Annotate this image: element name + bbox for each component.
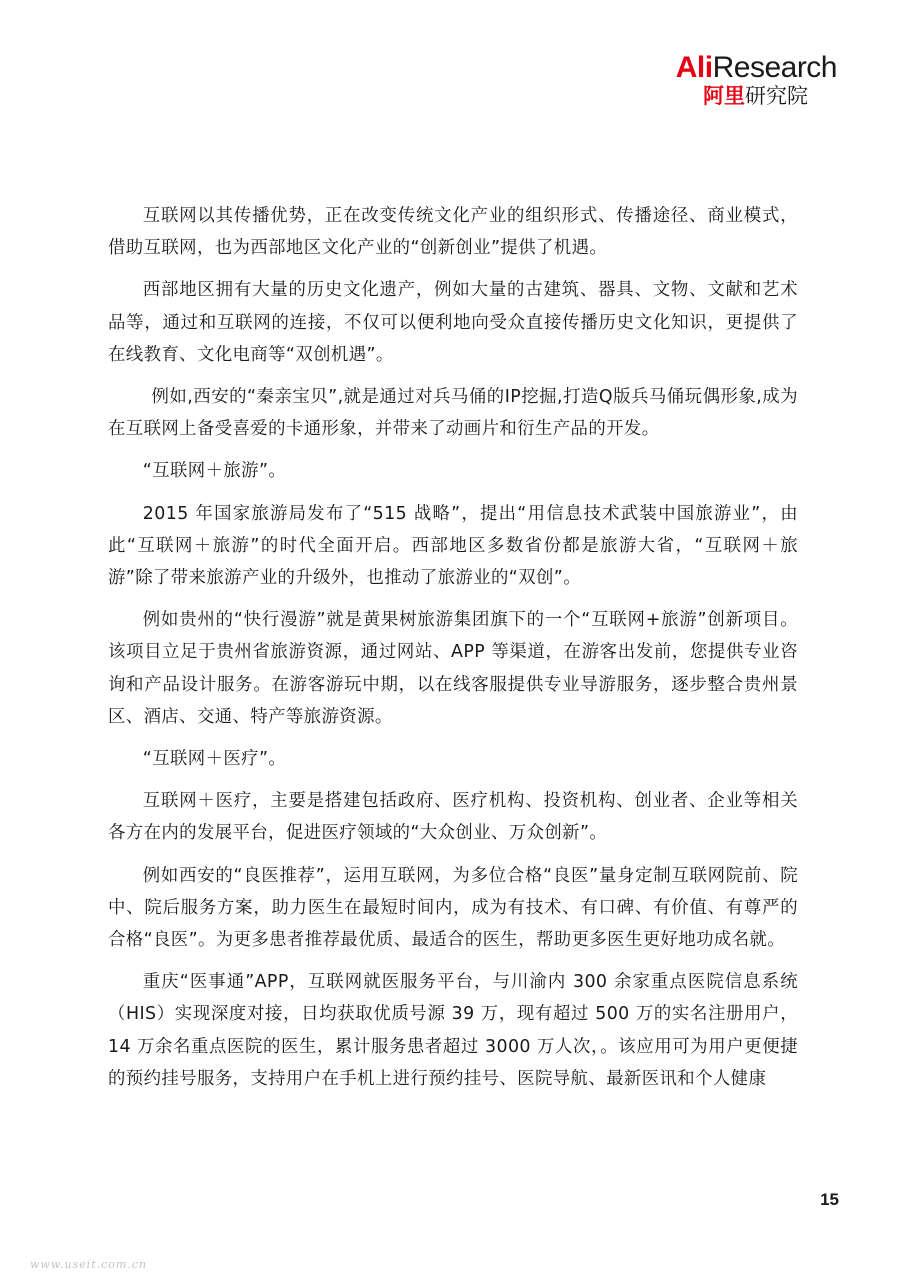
- logo-ali-cn-text: 阿里: [703, 84, 745, 108]
- watermark: www.useit.com.cn: [30, 1258, 148, 1271]
- logo-chinese: [703, 84, 808, 108]
- paragraph: 2015 年国家旅游局发布了“515 战略”，提出“用信息技术武装中国旅游业”，由此“互联网＋旅游”的时代全面开启。西部地区多数省份都是旅游大省，“互联网＋旅游”除了带来旅游产业的升级外，也推动了旅游业的“双创”。: [108, 503, 798, 589]
- section-heading: “互联网＋旅游”。: [142, 461, 287, 482]
- paragraph: 重庆“医事通”APP，互联网就医服务平台，与川渝内 300 余家重点医院信息系统（HIS）实现深度对接，日均获取优质号源 39 万，现有超过 500 万的实名注册用户，14 万余名重点医院的医生，累计服务患者超过 3000 万人次，。该应用可为用户更便捷的预约挂号服务，支持用户在手机上进行预约挂号、医院导航、最新医讯和个人健康: [108, 972, 798, 1089]
- aliresearch-logo: [637, 52, 837, 112]
- paragraph: 西部地区拥有大量的历史文化遗产，例如大量的古建筑、器具、文物、文献和艺术品等，通过和互联网的连接，不仅可以便利地向受众直接传播历史文化知识，更提供了在线教育、文化电商等“双创机遇”。: [108, 280, 798, 365]
- logo-research-text: Research: [712, 51, 837, 84]
- logo-institute-cn-text: 研究院: [745, 84, 808, 108]
- logo-ali-text: Ali: [675, 51, 713, 84]
- logo-english: [676, 52, 837, 84]
- paragraph: 互联网以其传播优势，正在改变传统文化产业的组织形式、传播途径、商业模式，借助互联网，也为西部地区文化产业的“创新创业”提供了机遇。: [108, 206, 798, 259]
- document-body: [108, 200, 798, 1105]
- page-number: 15: [820, 1190, 839, 1209]
- paragraph: 例如,西安的“秦亲宝贝”,就是通过对兵马俑的IP挖掘,打造Q版兵马俑玩偶形象,成为在互联网上备受喜爱的卡通形象，并带来了动画片和衍生产品的开发。: [108, 387, 798, 440]
- paragraph: 例如西安的“良医推荐”，运用互联网，为多位合格“良医”量身定制互联网院前、院中、院后服务方案，助力医生在最短时间内，成为有技术、有口碑、有价值、有尊严的合格“良医”。为更多患者推荐最优质、最适合的医生，帮助更多医生更好地功成名就。: [108, 865, 798, 951]
- section-heading: “互联网＋医疗”。: [142, 749, 287, 770]
- paragraph: 例如贵州的“快行漫游”就是黄果树旅游集团旗下的一个“互联网+旅游”创新项目。该项目立足于贵州省旅游资源，通过网站、APP 等渠道，在游客出发前，您提供专业咨询和产品设计服务。在游客游玩中期，以在线客服提供专业导游服务，逐步整合贵州景区、酒店、交通、特产等旅游资源。: [108, 610, 798, 727]
- paragraph: 互联网＋医疗，主要是搭建包括政府、医疗机构、投资机构、创业者、企业等相关各方在内的发展平台，促进医疗领域的“大众创业、万众创新”。: [108, 791, 798, 844]
